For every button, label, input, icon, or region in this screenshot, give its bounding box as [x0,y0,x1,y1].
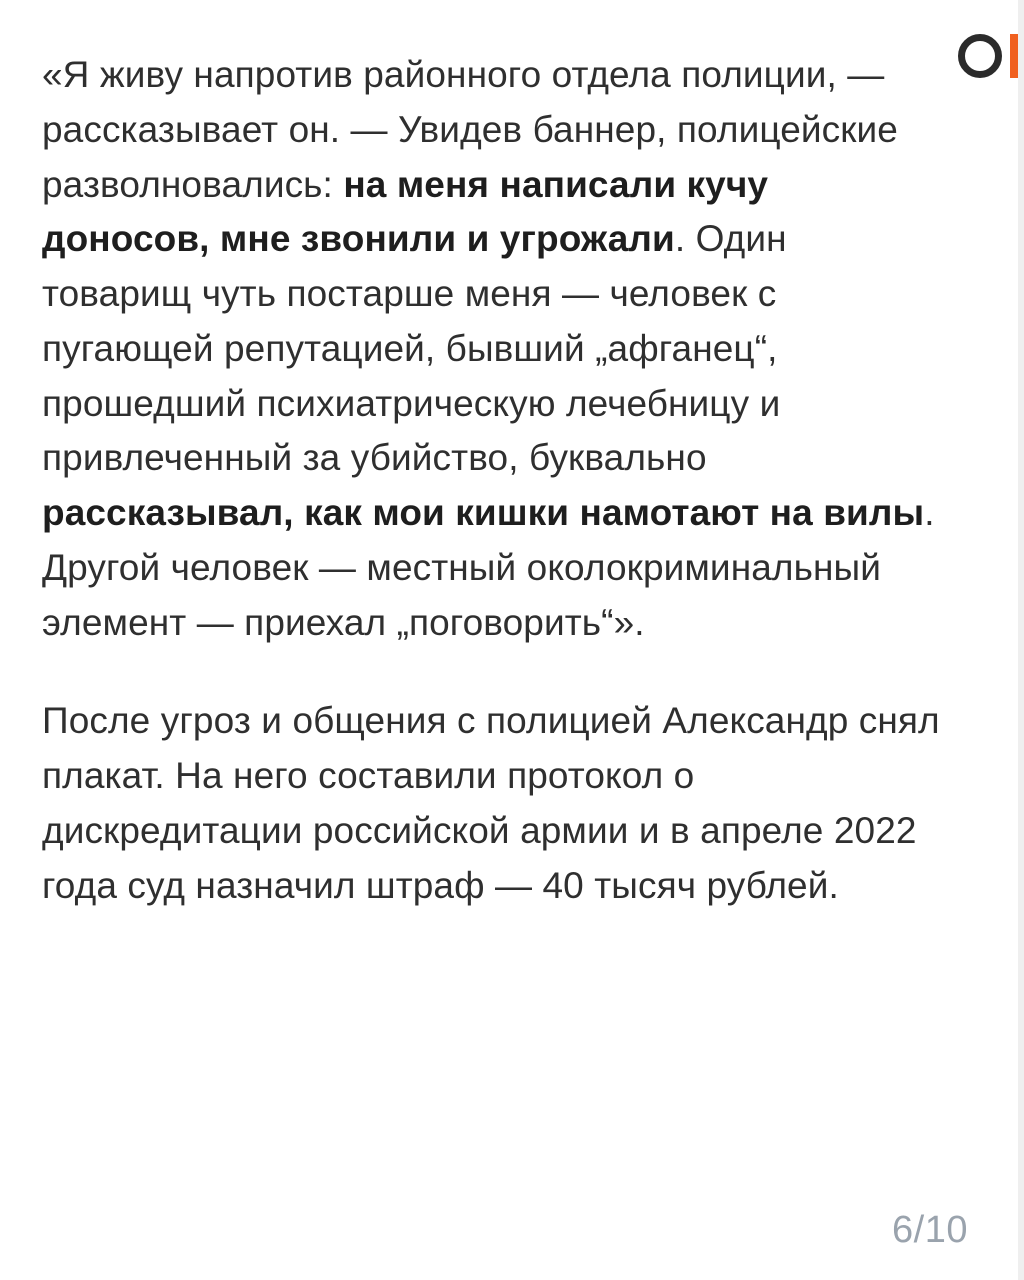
emphasis-text: рассказывал, как мои кишки намотают на вилы [42,492,925,533]
paragraph-aftermath [42,694,942,913]
article-body [42,40,942,913]
body-text: После угроз и общения с полицией Александр снял плакат. На него составили протокол о дискредитации российской армии и в апреле 2022 года суд назначил штраф — 40 тысяч рублей. [42,700,940,906]
body-text: . Один товарищ чуть постарше меня — человек с пугающей репутацией, бывший „афганец“, прошедший психиатрическую лечебницу и привлеченный за убийство, буквально [42,218,787,479]
page-indicator: 6/10 [892,1209,968,1251]
logo-bar-icon [1010,34,1018,78]
body-text: . Другой человек — местный околокриминальный элемент — приехал „поговорить“». [42,492,935,643]
emphasis-text: на меня написали кучу доносов, мне звонили и угрожали [42,163,769,260]
paragraph-quote [42,48,942,650]
circle-bar-logo [940,30,1024,82]
right-edge-bar [1018,0,1024,1280]
logo-ring-icon [958,34,1002,78]
body-text: «Я живу напротив районного отдела полиции, — рассказывает он. — Увидев баннер, полицейские разволновались: [42,54,898,205]
